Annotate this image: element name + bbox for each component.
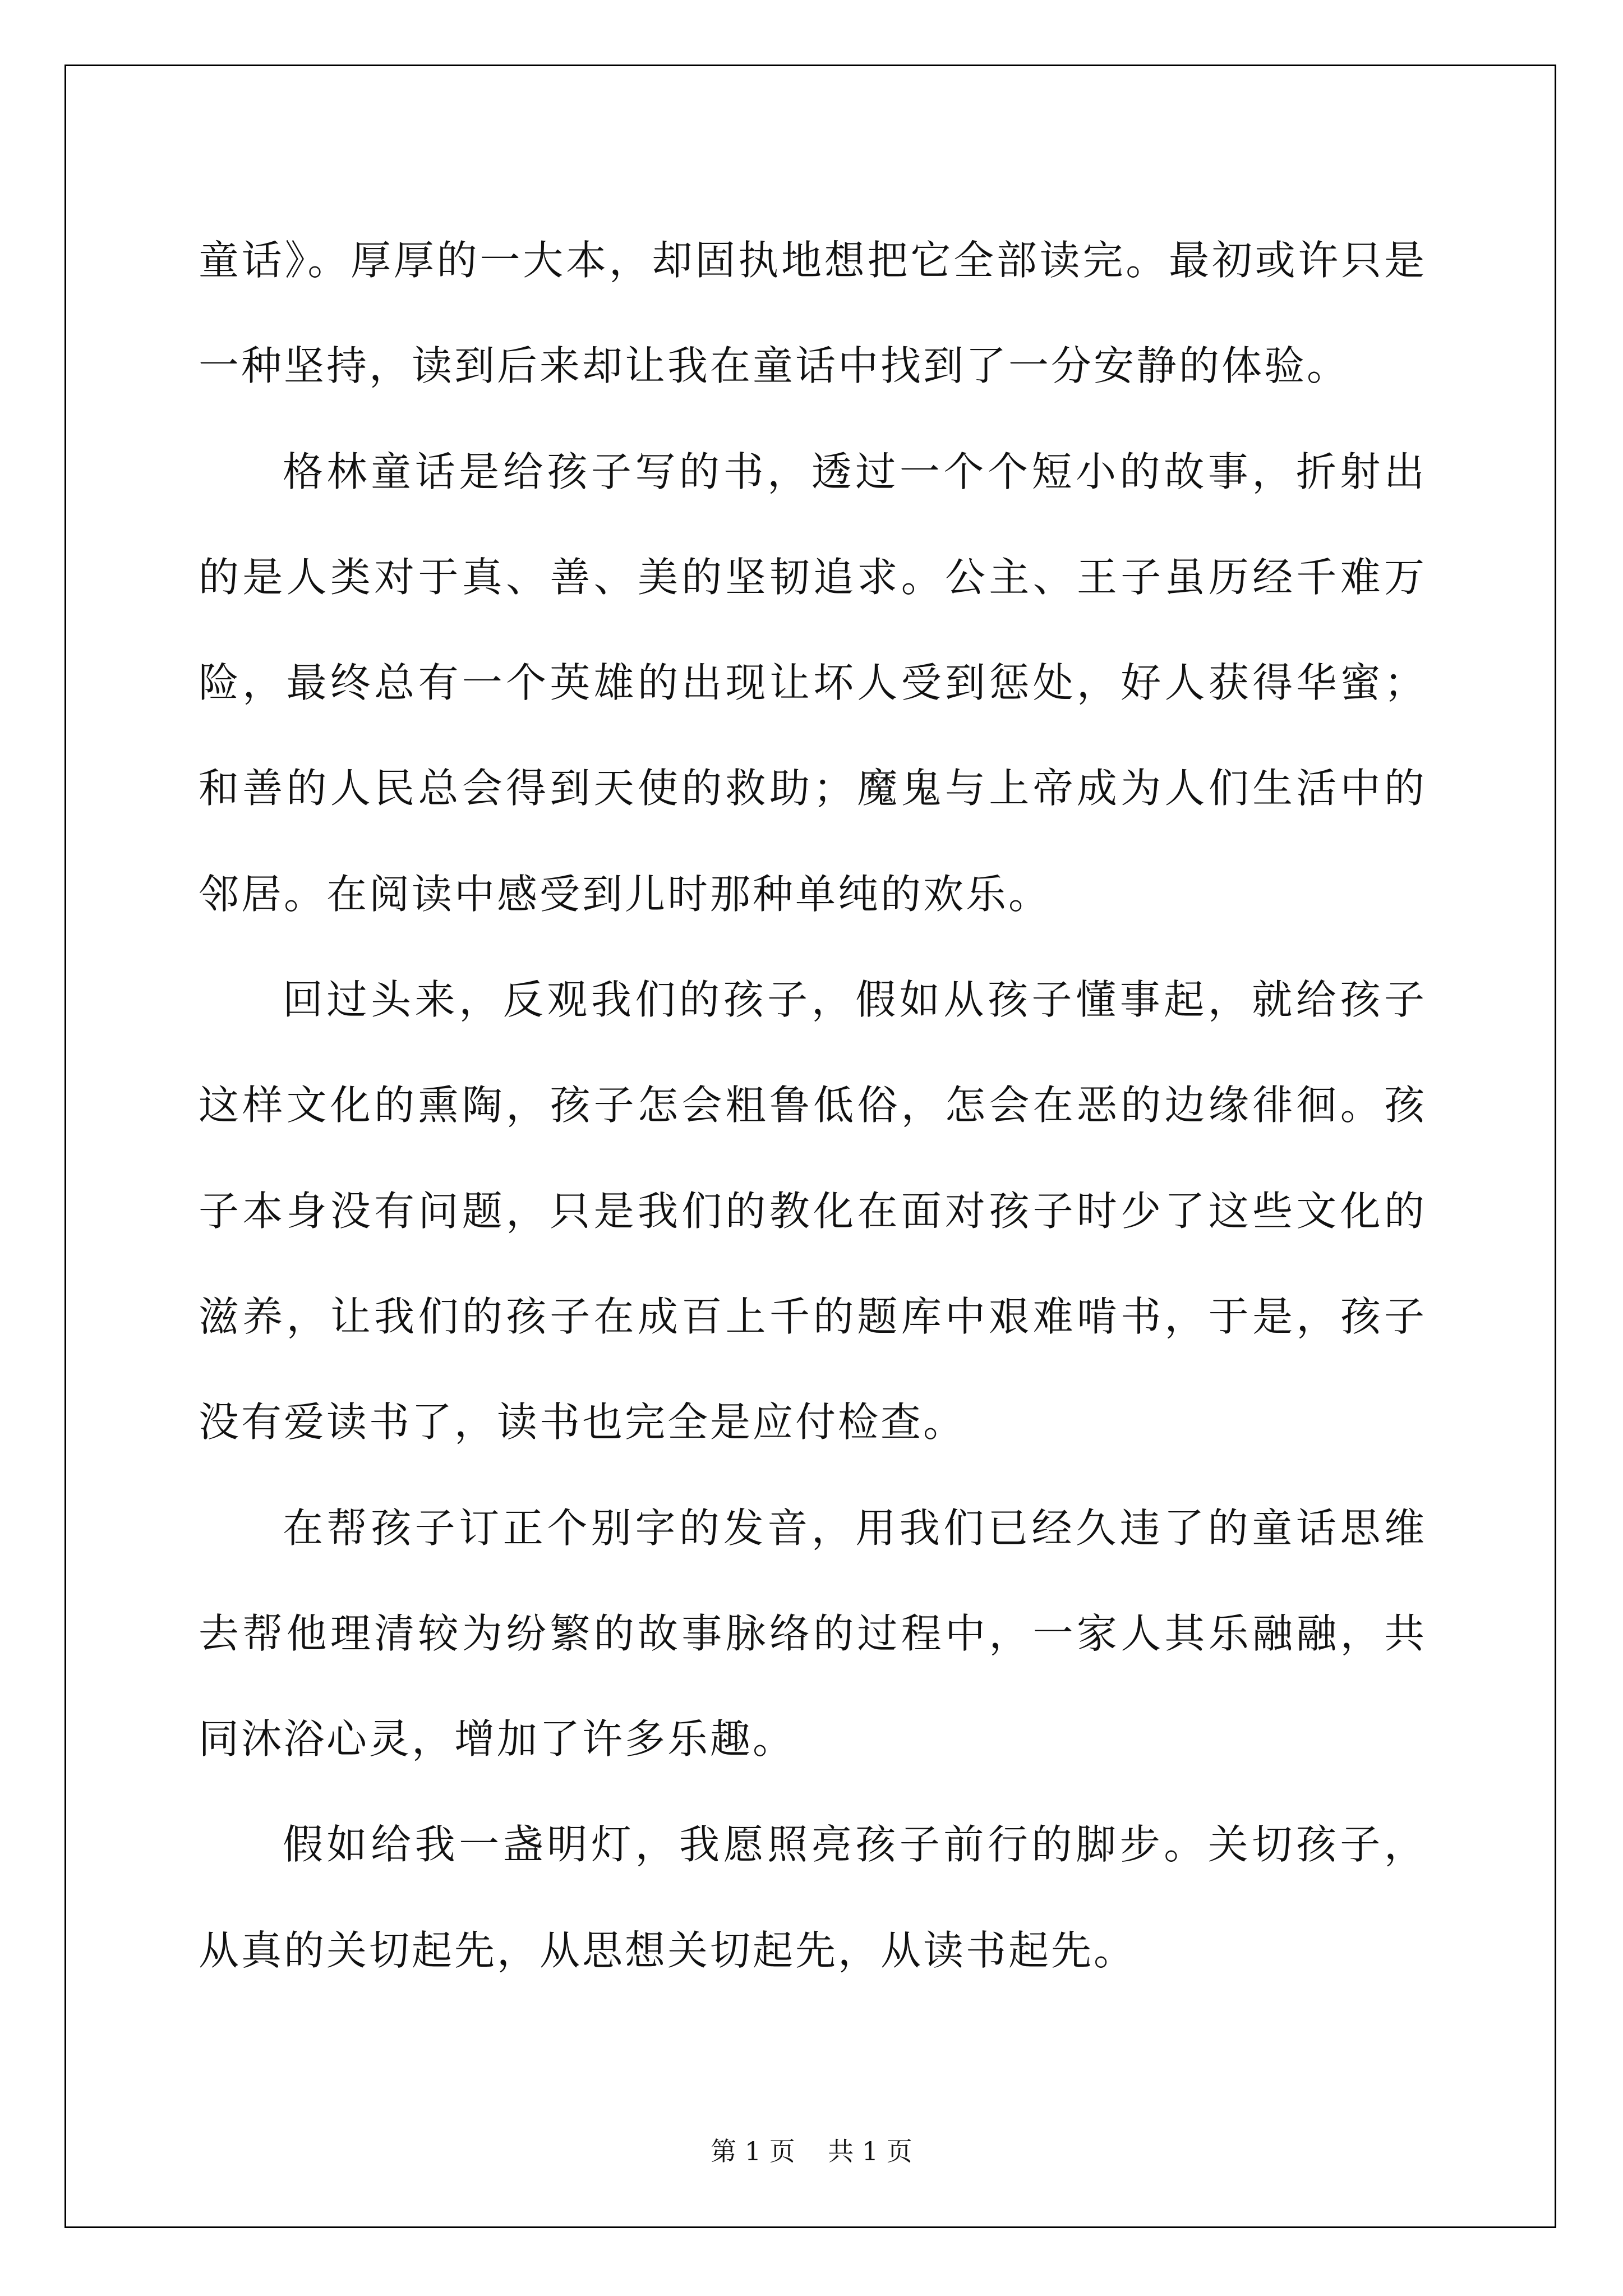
paragraph-4: 在帮孩子订正个别字的发音，用我们已经久违了的童话思维去帮他理清较为纷繁的故事脉络的过程中，一家人其乐融融，共同沐浴心灵，增加了许多乐趣。 [199,1504,1427,1763]
paragraph-1: 童话》。厚厚的一大本，却固执地想把它全部读完。最初或许只是一种坚持，读到后来却让我在童话中找到了一分安静的体验。 [199,237,1427,390]
paragraph-5: 假如给我一盏明灯，我愿照亮孩子前行的脚步。关切孩子，从真的关切起先，从思想关切起先，从读书起先。 [199,1821,1427,1974]
paragraph-2: 格林童话是给孩子写的书，透过一个个短小的故事，折射出的是人类对于真、善、美的坚韧追求。公主、王子虽历经千难万险，最终总有一个英雄的出现让坏人受到惩处，好人获得华蜜；和善的人民总会得到天使的救助；魔鬼与上帝成为人们生活中的邻居。在阅读中感受到儿时那种单纯的欢乐。 [199,448,1427,918]
paragraph-3: 回过头来，反观我们的孩子，假如从孩子懂事起，就给孩子这样文化的熏陶，孩子怎会粗鲁低俗，怎会在恶的边缘徘徊。孩子本身没有问题，只是我们的教化在面对孩子时少了这些文化的滋养，让我们的孩子在成百上千的题库中艰难啃书，于是，孩子没有爱读书了，读书也完全是应付检查。 [199,976,1427,1446]
document-body [199,208,1427,2003]
page-number-footer: 第 1 页 共 1 页 [711,2136,912,2166]
